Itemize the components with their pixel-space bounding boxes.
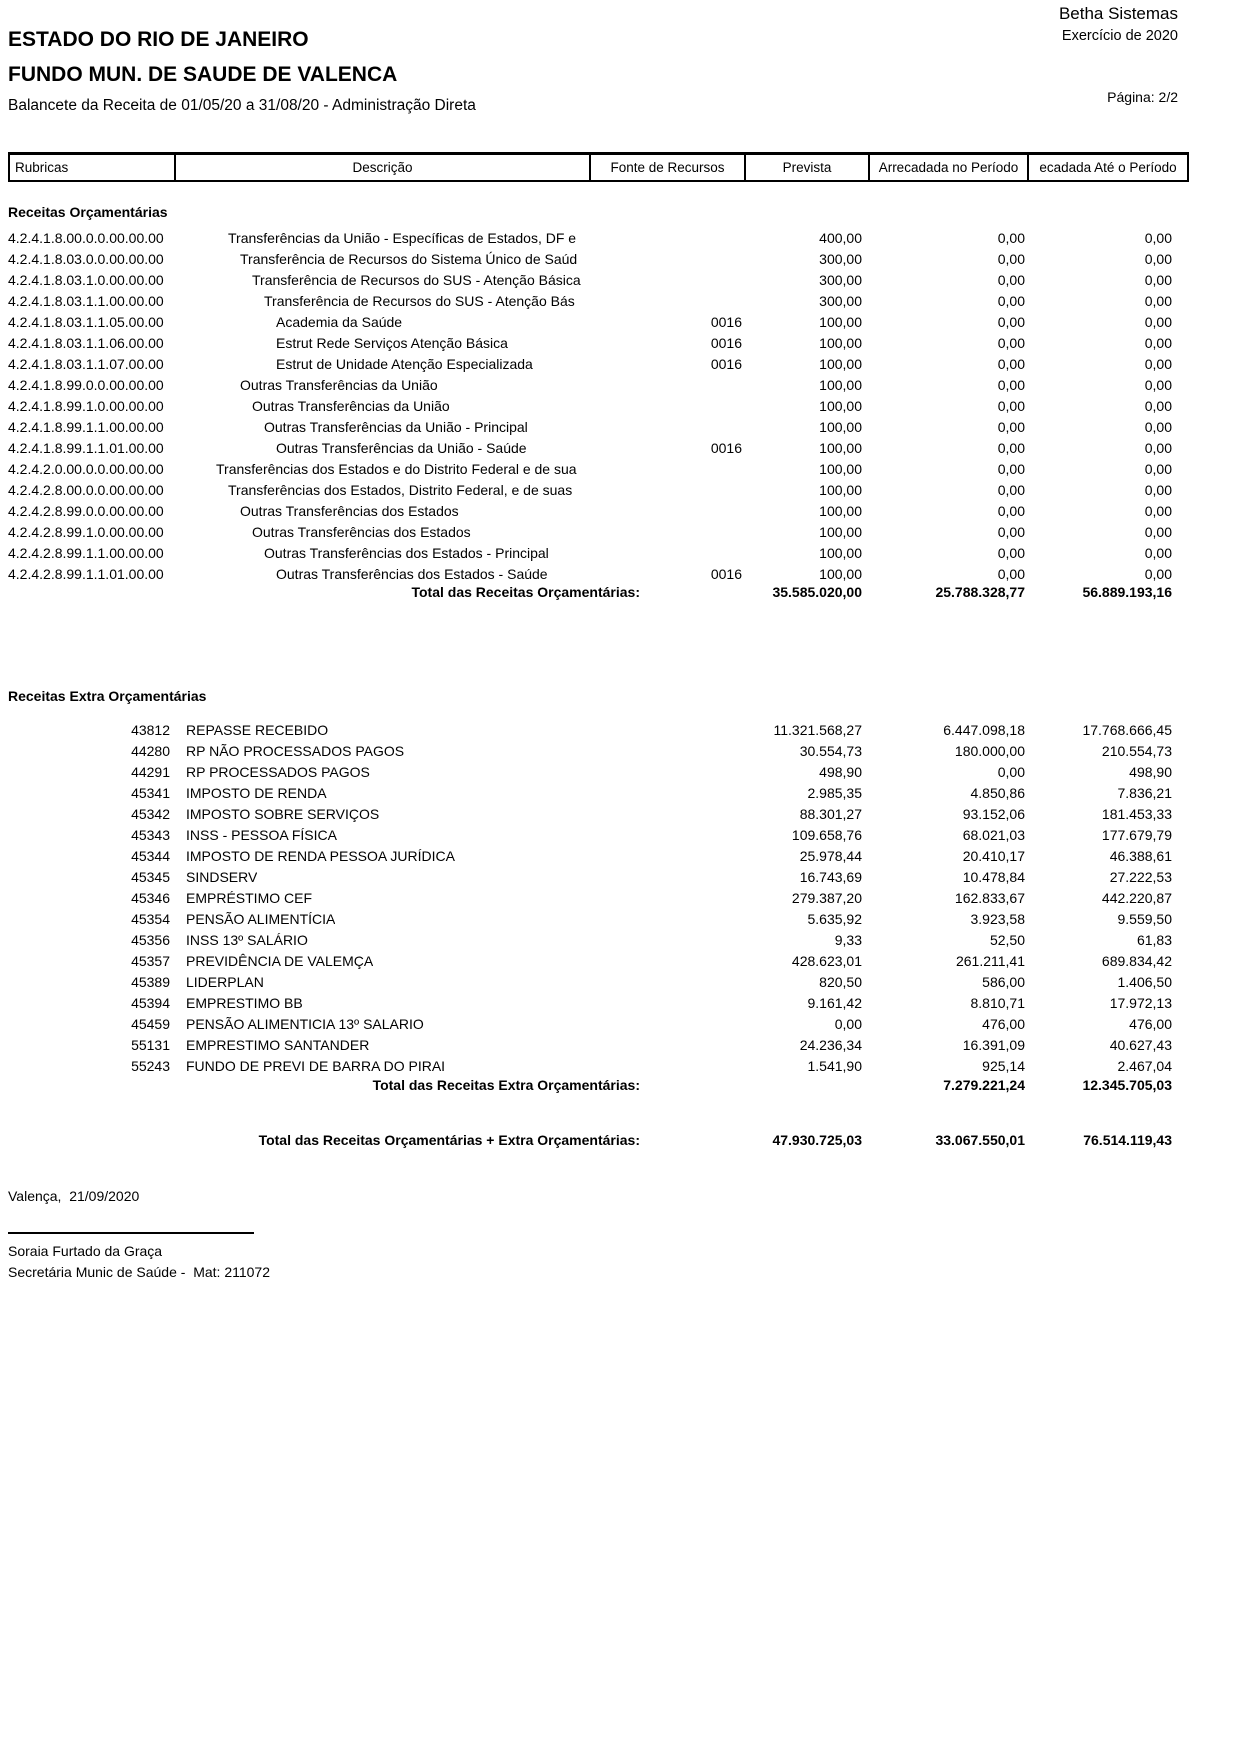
description: Outras Transferências dos Estados - Saúde [276, 566, 548, 582]
table-row [0, 825, 1240, 845]
ate-grand-total: 76.514.119,43 [1083, 1132, 1172, 1148]
table-row [0, 459, 1240, 479]
extra-code: 45344 [131, 848, 170, 864]
ate-value: 7.836,21 [1117, 785, 1172, 801]
periodo-value: 0,00 [997, 503, 1025, 519]
total-label: Total das Receitas Extra Orçamentárias: [372, 1077, 640, 1093]
periodo-value: 68.021,03 [962, 827, 1025, 843]
total-label: Total das Receitas Orçamentárias: [411, 584, 640, 600]
extra-code: 45459 [131, 1016, 170, 1032]
table-row [0, 972, 1240, 992]
periodo-value: 0,00 [997, 440, 1025, 456]
periodo-value: 0,00 [997, 335, 1025, 351]
prevista-value: 100,00 [819, 524, 862, 540]
table-row [0, 543, 1240, 563]
ate-value: 0,00 [1144, 230, 1172, 246]
rubrica-code: 4.2.4.2.8.99.1.0.00.00.00 [8, 524, 164, 540]
rubrica-code: 4.2.4.1.8.03.1.1.05.00.00 [8, 314, 164, 330]
table-row [0, 1056, 1240, 1076]
description: INSS 13º SALÁRIO [186, 932, 308, 948]
periodo-value: 6.447.098,18 [943, 722, 1025, 738]
column-header-rubricas: Rubricas [8, 155, 174, 180]
extra-code: 45346 [131, 890, 170, 906]
table-row [0, 783, 1240, 803]
rubrica-code: 4.2.4.2.8.00.0.0.00.00.00 [8, 482, 164, 498]
periodo-value: 0,00 [997, 398, 1025, 414]
table-row [0, 291, 1240, 311]
prevista-value: 100,00 [819, 545, 862, 561]
column-header-arrecadada-ate: ecadada Até o Período [1027, 155, 1189, 180]
system-name: Betha Sistemas [1058, 4, 1178, 23]
description: INSS - PESSOA FÍSICA [186, 827, 337, 843]
table-header [8, 152, 1189, 182]
description: Outras Transferências da União - Saúde [276, 440, 527, 456]
ate-value: 181.453,33 [1101, 806, 1172, 822]
description: Transferências da União - Específicas de Estados, DF e [228, 230, 577, 246]
ate-total: 12.345.705,03 [1082, 1077, 1172, 1093]
prevista-value: 300,00 [819, 272, 862, 288]
column-header-descricao: Descrição [174, 155, 589, 180]
prevista-value: 100,00 [819, 398, 862, 414]
ate-value: 0,00 [1144, 461, 1172, 477]
ate-value: 9.559,50 [1117, 911, 1172, 927]
description: Transferência de Recursos do Sistema Único de Saúd [240, 251, 578, 267]
description: Transferências dos Estados, Distrito Federal, e de suas [228, 482, 573, 498]
table-row [0, 930, 1240, 950]
ate-value: 210.554,73 [1101, 743, 1172, 759]
prevista-value: 2.985,35 [807, 785, 862, 801]
table-row [0, 228, 1240, 248]
periodo-grand-total: 33.067.550,01 [935, 1132, 1025, 1148]
prevista-value: 100,00 [819, 440, 862, 456]
extra-orcamentarias-total-row [0, 1075, 1240, 1095]
prevista-value: 100,00 [819, 419, 862, 435]
periodo-value: 0,00 [997, 482, 1025, 498]
prevista-grand-total: 47.930.725,03 [772, 1132, 862, 1148]
extra-code: 45342 [131, 806, 170, 822]
description: PENSÃO ALIMENTÍCIA [186, 911, 336, 927]
prevista-value: 100,00 [819, 356, 862, 372]
description: Outras Transferências dos Estados [252, 524, 471, 540]
extra-code: 45354 [131, 911, 170, 927]
table-row [0, 501, 1240, 521]
ate-value: 17.768.666,45 [1082, 722, 1172, 738]
ate-value: 0,00 [1144, 314, 1172, 330]
column-header-fonte: Fonte de Recursos [589, 155, 744, 180]
periodo-total: 25.788.328,77 [935, 584, 1025, 600]
prevista-value: 9,33 [834, 932, 862, 948]
prevista-value: 100,00 [819, 335, 862, 351]
prevista-value: 300,00 [819, 293, 862, 309]
periodo-value: 3.923,58 [970, 911, 1025, 927]
prevista-value: 0,00 [834, 1016, 862, 1032]
section-title-orcamentarias: Receitas Orçamentárias [8, 204, 168, 220]
ate-value: 0,00 [1144, 293, 1172, 309]
description: Outras Transferências da União [240, 377, 438, 393]
periodo-total: 7.279.221,24 [943, 1077, 1025, 1093]
prevista-value: 820,50 [819, 974, 862, 990]
prevista-value: 5.635,92 [807, 911, 862, 927]
ate-value: 61,83 [1136, 932, 1172, 948]
prevista-value: 88.301,27 [799, 806, 862, 822]
periodo-value: 20.410,17 [962, 848, 1025, 864]
orcamentarias-total-row [0, 582, 1240, 602]
ate-value: 0,00 [1144, 503, 1172, 519]
rubrica-code: 4.2.4.1.8.03.1.1.00.00.00 [8, 293, 164, 309]
periodo-value: 0,00 [997, 545, 1025, 561]
rubrica-code: 4.2.4.2.8.99.1.1.01.00.00 [8, 566, 164, 582]
table-row [0, 375, 1240, 395]
table-row [0, 909, 1240, 929]
signature-line [8, 1232, 254, 1234]
section-title-extra-orcamentarias: Receitas Extra Orçamentárias [8, 688, 207, 704]
extra-code: 45343 [131, 827, 170, 843]
periodo-value: 0,00 [997, 524, 1025, 540]
ate-value: 0,00 [1144, 440, 1172, 456]
exercise-year: Exercício de 2020 [1061, 28, 1178, 44]
ate-value: 0,00 [1144, 398, 1172, 414]
prevista-value: 24.236,34 [799, 1037, 862, 1053]
fonte-value: 0016 [710, 440, 742, 456]
fonte-value: 0016 [710, 356, 742, 372]
prevista-value: 1.541,90 [807, 1058, 862, 1074]
periodo-value: 476,00 [982, 1016, 1025, 1032]
extra-code: 55131 [131, 1037, 170, 1053]
extra-code: 44280 [131, 743, 170, 759]
periodo-value: 0,00 [997, 377, 1025, 393]
prevista-value: 25.978,44 [799, 848, 862, 864]
ate-value: 0,00 [1144, 419, 1172, 435]
rubrica-code: 4.2.4.1.8.99.1.1.00.00.00 [8, 419, 164, 435]
ate-value: 0,00 [1144, 377, 1172, 393]
extra-code: 45341 [131, 785, 170, 801]
prevista-value: 109.658,76 [791, 827, 862, 843]
table-row [0, 396, 1240, 416]
rubrica-code: 4.2.4.2.8.99.1.1.00.00.00 [8, 545, 164, 561]
periodo-value: 180.000,00 [954, 743, 1025, 759]
prevista-value: 11.321.568,27 [773, 722, 862, 738]
ate-value: 0,00 [1144, 566, 1172, 582]
table-row [0, 417, 1240, 437]
prevista-value: 100,00 [819, 377, 862, 393]
ate-value: 0,00 [1144, 335, 1172, 351]
prevista-value: 100,00 [819, 314, 862, 330]
prevista-value: 279.387,20 [791, 890, 862, 906]
table-row [0, 741, 1240, 761]
fonte-value: 0016 [710, 335, 742, 351]
description: IMPOSTO SOBRE SERVIÇOS [186, 806, 380, 822]
description: PENSÃO ALIMENTICIA 13º SALARIO [186, 1016, 424, 1032]
grand-total-label: Total das Receitas Orçamentárias + Extra Orçamentárias: [258, 1132, 640, 1148]
table-row [0, 438, 1240, 458]
table-row [0, 354, 1240, 374]
prevista-value: 9.161,42 [807, 995, 862, 1011]
prevista-total: 35.585.020,00 [772, 584, 862, 600]
prevista-value: 498,90 [819, 764, 862, 780]
extra-code: 45356 [131, 932, 170, 948]
ate-value: 0,00 [1144, 356, 1172, 372]
entity-name-line1: ESTADO DO RIO DE JANEIRO [8, 28, 309, 51]
table-row [0, 720, 1240, 740]
description: Transferências dos Estados e do Distrito Federal e de sua [216, 461, 577, 477]
table-row [0, 333, 1240, 353]
description: Academia da Saúde [276, 314, 403, 330]
periodo-value: 0,00 [997, 419, 1025, 435]
description: Estrut de Unidade Atenção Especializada [276, 356, 533, 372]
description: RP NÃO PROCESSADOS PAGOS [186, 743, 405, 759]
description: IMPOSTO DE RENDA PESSOA JURÍDICA [186, 848, 455, 864]
periodo-value: 0,00 [997, 230, 1025, 246]
ate-value: 498,90 [1129, 764, 1172, 780]
periodo-value: 261.211,41 [955, 953, 1025, 969]
ate-value: 177.679,79 [1101, 827, 1172, 843]
ate-value: 442.220,87 [1101, 890, 1172, 906]
entity-name-line2: FUNDO MUN. DE SAUDE DE VALENCA [8, 63, 398, 86]
description: PREVIDÊNCIA DE VALEMÇA [186, 953, 374, 969]
periodo-value: 8.810,71 [970, 995, 1025, 1011]
extra-code: 43812 [131, 722, 170, 738]
periodo-value: 0,00 [997, 293, 1025, 309]
periodo-value: 925,14 [982, 1058, 1025, 1074]
description: Outras Transferências dos Estados - Principal [264, 545, 549, 561]
rubrica-code: 4.2.4.2.8.99.0.0.00.00.00 [8, 503, 164, 519]
prevista-value: 100,00 [819, 503, 862, 519]
periodo-value: 0,00 [997, 461, 1025, 477]
rubrica-code: 4.2.4.1.8.03.1.1.07.00.00 [8, 356, 164, 372]
prevista-value: 428.623,01 [791, 953, 862, 969]
description: Transferência de Recursos do SUS - Atenção Bás [264, 293, 575, 309]
description: Outras Transferências da União [252, 398, 450, 414]
table-row [0, 993, 1240, 1013]
description: IMPOSTO DE RENDA [186, 785, 327, 801]
ate-total: 56.889.193,16 [1082, 584, 1172, 600]
ate-value: 27.222,53 [1109, 869, 1172, 885]
table-row [0, 888, 1240, 908]
rubrica-code: 4.2.4.1.8.03.1.1.06.00.00 [8, 335, 164, 351]
prevista-value: 16.743,69 [799, 869, 862, 885]
signer-role: Secretária Munic de Saúde - Mat: 211072 [8, 1264, 271, 1280]
description: SINDSERV [186, 869, 258, 885]
grand-total-row [0, 1130, 1240, 1150]
ate-value: 0,00 [1144, 251, 1172, 267]
ate-value: 689.834,42 [1101, 953, 1172, 969]
description: Outras Transferências da União - Principal [264, 419, 528, 435]
city-and-date: Valença, 21/09/2020 [8, 1188, 140, 1204]
table-row [0, 951, 1240, 971]
extra-code: 45394 [131, 995, 170, 1011]
prevista-value: 30.554,73 [799, 743, 862, 759]
ate-value: 0,00 [1144, 545, 1172, 561]
extra-code: 45389 [131, 974, 170, 990]
column-header-prevista: Prevista [744, 155, 868, 180]
rubrica-code: 4.2.4.1.8.03.1.0.00.00.00 [8, 272, 164, 288]
table-row [0, 846, 1240, 866]
description: EMPRESTIMO BB [186, 995, 303, 1011]
prevista-value: 300,00 [819, 251, 862, 267]
periodo-value: 0,00 [997, 314, 1025, 330]
ate-value: 1.406,50 [1117, 974, 1172, 990]
periodo-value: 16.391,09 [962, 1037, 1025, 1053]
table-row [0, 804, 1240, 824]
description: Outras Transferências dos Estados [240, 503, 459, 519]
fonte-value: 0016 [710, 566, 742, 582]
table-row [0, 480, 1240, 500]
ate-value: 46.388,61 [1109, 848, 1172, 864]
description: REPASSE RECEBIDO [186, 722, 329, 738]
periodo-value: 52,50 [989, 932, 1025, 948]
prevista-value: 100,00 [819, 482, 862, 498]
table-row [0, 564, 1240, 584]
ate-value: 476,00 [1129, 1016, 1172, 1032]
ate-value: 0,00 [1144, 524, 1172, 540]
ate-value: 40.627,43 [1109, 1037, 1172, 1053]
rubrica-code: 4.2.4.1.8.99.1.0.00.00.00 [8, 398, 164, 414]
prevista-value: 400,00 [819, 230, 862, 246]
description: EMPRESTIMO SANTANDER [186, 1037, 370, 1053]
periodo-value: 0,00 [997, 764, 1025, 780]
table-row [0, 867, 1240, 887]
description: FUNDO DE PREVI DE BARRA DO PIRAI [186, 1058, 446, 1074]
periodo-value: 10.478,84 [962, 869, 1025, 885]
ate-value: 0,00 [1144, 272, 1172, 288]
rubrica-code: 4.2.4.1.8.99.0.0.00.00.00 [8, 377, 164, 393]
periodo-value: 0,00 [997, 251, 1025, 267]
description: Transferência de Recursos do SUS - Atenção Básica [252, 272, 581, 288]
table-row [0, 522, 1240, 542]
description: RP PROCESSADOS PAGOS [186, 764, 370, 780]
table-row [0, 312, 1240, 332]
table-row [0, 762, 1240, 782]
periodo-value: 586,00 [982, 974, 1025, 990]
extra-code: 55243 [131, 1058, 170, 1074]
ate-value: 2.467,04 [1117, 1058, 1172, 1074]
rubrica-code: 4.2.4.1.8.03.0.0.00.00.00 [8, 251, 164, 267]
column-header-arrecadada-periodo: Arrecadada no Período [868, 155, 1027, 180]
extra-code: 44291 [131, 764, 170, 780]
page-indicator: Página: 2/2 [1107, 89, 1178, 105]
rubrica-code: 4.2.4.1.8.00.0.0.00.00.00 [8, 230, 164, 246]
report-title: Balancete da Receita de 01/05/20 a 31/08/20 - Administração Direta [8, 97, 476, 114]
description: EMPRÉSTIMO CEF [186, 890, 313, 906]
description: LIDERPLAN [186, 974, 264, 990]
fonte-value: 0016 [710, 314, 742, 330]
rubrica-code: 4.2.4.1.8.99.1.1.01.00.00 [8, 440, 164, 456]
ate-value: 0,00 [1144, 482, 1172, 498]
prevista-value: 100,00 [819, 461, 862, 477]
extra-code: 45357 [131, 953, 170, 969]
periodo-value: 0,00 [997, 566, 1025, 582]
table-row [0, 1035, 1240, 1055]
periodo-value: 162.833,67 [954, 890, 1025, 906]
prevista-value: 100,00 [819, 566, 862, 582]
extra-code: 45345 [131, 869, 170, 885]
table-row [0, 270, 1240, 290]
rubrica-code: 4.2.4.2.0.00.0.0.00.00.00 [8, 461, 164, 477]
periodo-value: 4.850,86 [970, 785, 1025, 801]
ate-value: 17.972,13 [1109, 995, 1172, 1011]
periodo-value: 0,00 [997, 272, 1025, 288]
table-row [0, 249, 1240, 269]
periodo-value: 93.152,06 [962, 806, 1025, 822]
table-row [0, 1014, 1240, 1034]
description: Estrut Rede Serviços Atenção Básica [276, 335, 508, 351]
signer-name: Soraia Furtado da Graça [8, 1243, 163, 1259]
periodo-value: 0,00 [997, 356, 1025, 372]
